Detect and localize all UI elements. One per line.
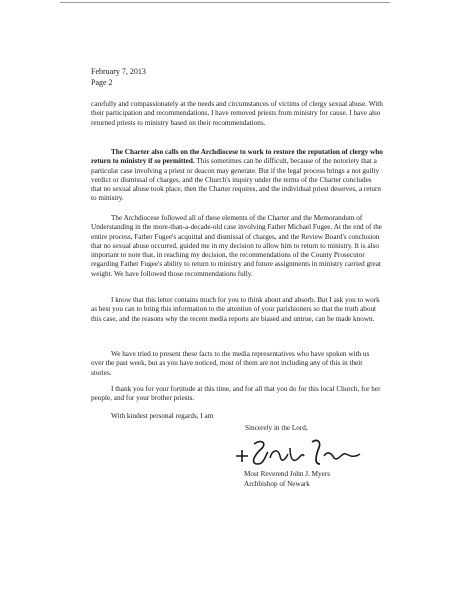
paragraph-5: We have tried to present these facts to the media representatives who have spoken with us over the past week, but as you have noticed, most of them are not including any of this in their stories. — [91, 350, 370, 377]
paragraph-3: The Archdiocese followed all of these elements of the Charter and the Memorandum of Understanding in the more-than-a-decade-old case involving Father Michael Fugee. At the end of the entire process, Father Fugee's acquittal and dismissal of charges, and the Review Board's conclusion that no sexual abuse occurred, guided me in my decision to allow him to return to ministry. It is also important to note that, in reaching my decision, the recommendations of the County Prosecutor regarding Father Fugee's ability to return to ministry and future assignments in ministry carried great weight. We have followed those recommendations fully. — [91, 214, 382, 278]
letter-date: February 7, 2013 — [91, 67, 146, 76]
signature-image — [232, 434, 372, 474]
top-rule — [60, 2, 390, 3]
signer-name: Most Reverend John J. Myers — [244, 470, 331, 478]
paragraph-1: carefully and compassionately at the needs and circumstances of victims of clergy sexual abuse. With their participation and recommendations, I have removed priests from ministry for cause. I have also returned priests to ministry based on their recommendations. — [91, 100, 383, 127]
valediction: Sincerely in the Lord, — [245, 424, 308, 432]
handwritten-signature — [232, 434, 372, 474]
paragraph-6: I thank you for your fortitude at this time, and for all that you do for this local Church, for her people, and for your brother priests. — [91, 385, 381, 403]
paragraph-7: With kindest personal regards, I am — [111, 412, 214, 420]
paragraph-4: I know that this letter contains much for you to think about and absorb. But I ask you to work as best you can to bring this information to the attention of your parishioners so that the truth about this case, and the reasons why the recent media reports are biased and untrue, can be made known. — [91, 296, 380, 323]
signer-title: Archbishop of Newark — [244, 480, 310, 488]
paragraph-2-bold: The Charter also calls on the Archdiocese to work to restore the reputation of clergy who return to ministry if so permitted. — [91, 148, 383, 166]
paragraph-2 — [91, 148, 383, 204]
paragraph-2-text: This sometimes can be difficult, because of the notoriety that a particular case involving a priest or deacon may generate. But if the legal process brings a not guilty verdict or dismissal of charges, and the Church's inquiry under the terms of the Charter concludes that no sexual abuse took place, then the Charter requires, and the individual priest deserves, a return to ministry. — [91, 157, 381, 203]
page-number: Page 2 — [91, 78, 113, 87]
